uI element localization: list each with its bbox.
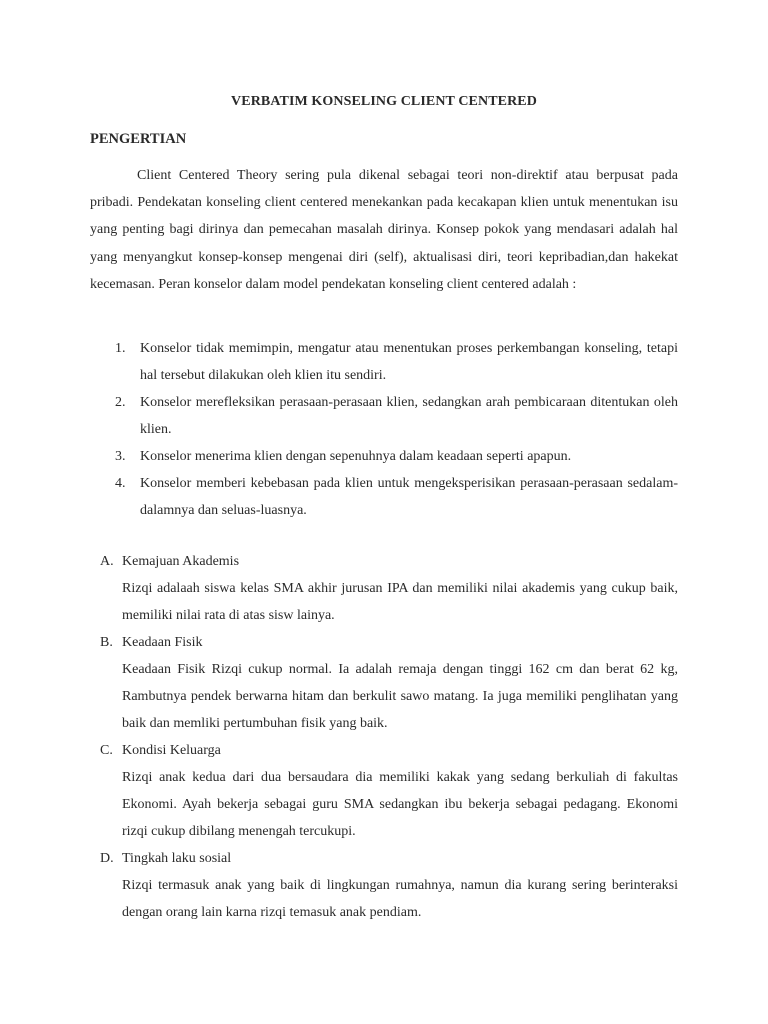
lettered-list-item xyxy=(90,737,678,845)
list-item-heading: Kondisi Keluarga xyxy=(122,743,221,758)
lettered-list-item xyxy=(90,629,678,737)
list-letter: C. xyxy=(100,743,113,758)
list-number: 1. xyxy=(115,341,126,356)
list-item-text: Konselor memberi kebebasan pada klien untuk mengeksperisikan perasaan-perasaan sedalam-dalamnya dan seluas-luasnya. xyxy=(140,476,678,518)
lettered-list-item xyxy=(90,548,678,629)
section-heading: PENGERTIAN xyxy=(90,131,187,147)
list-item-text: Konselor tidak memimpin, mengatur atau menentukan proses perkembangan konseling, tetapi hal tersebut dilakukan oleh klien itu sendiri. xyxy=(140,341,678,383)
list-item-body: Rizqi termasuk anak yang baik di lingkungan rumahnya, namun dia kurang sering berinteraksi dengan orang lain karna rizqi temasuk anak pendiam. xyxy=(122,878,678,920)
list-item-heading: Tingkah laku sosial xyxy=(122,851,232,866)
lettered-list-item xyxy=(90,845,678,926)
list-number: 3. xyxy=(115,449,126,464)
list-item-heading: Keadaan Fisik xyxy=(122,635,203,650)
lettered-list xyxy=(90,548,678,926)
list-item-text: Konselor merefleksikan perasaan-perasaan klien, sedangkan arah pembicaraan ditentukan oleh klien. xyxy=(140,395,678,437)
numbered-list-item xyxy=(90,470,678,524)
list-item-body: Rizqi adalaah siswa kelas SMA akhir jurusan IPA dan memiliki nilai akademis yang cukup baik, memiliki nilai rata di atas sisw lainya. xyxy=(122,581,678,623)
list-number: 4. xyxy=(115,476,126,491)
list-item-body: Keadaan Fisik Rizqi cukup normal. Ia adalah remaja dengan tinggi 162 cm dan berat 62 kg, Rambutnya pendek berwarna hitam dan berkulit sawo matang. Ia juga memiliki penglihatan yang baik dan memliki pertumbuhan fisik yang baik. xyxy=(122,662,678,731)
list-item-body: Rizqi anak kedua dari dua bersaudara dia memiliki kakak yang sedang berkuliah di fakultas Ekonomi. Ayah bekerja sebagai guru SMA sedangkan ibu bekerja sebagai pedagang. Ekonomi rizqi cukup dibilang menengah tercukupi. xyxy=(122,770,678,839)
intro-paragraph: Client Centered Theory sering pula dikenal sebagai teori non-direktif atau berpusat pada pribadi. Pendekatan konseling client centered menekankan pada kecakapan klien untuk menentukan isu yang penting bagi dirinya dan pemecahan masalah dirinya. Konsep pokok yang mendasari adalah hal yang menyangkut konsep-konsep mengenai diri (self), aktualisasi diri, teori kepribadian,dan hakekat kecemasan. Peran konselor dalam model pendekatan konseling client centered adalah : xyxy=(90,168,678,292)
document-title: VERBATIM KONSELING CLIENT CENTERED xyxy=(231,94,537,109)
list-item-text: Konselor menerima klien dengan sepenuhnya dalam keadaan seperti apapun. xyxy=(140,449,572,464)
list-item-heading: Kemajuan Akademis xyxy=(122,554,240,569)
list-letter: B. xyxy=(100,635,113,650)
list-letter: A. xyxy=(100,554,114,569)
numbered-list xyxy=(90,335,678,524)
list-letter: D. xyxy=(100,851,114,866)
numbered-list-item xyxy=(90,335,678,389)
list-number: 2. xyxy=(115,395,126,410)
numbered-list-item xyxy=(90,389,678,443)
numbered-list-item xyxy=(90,443,678,470)
